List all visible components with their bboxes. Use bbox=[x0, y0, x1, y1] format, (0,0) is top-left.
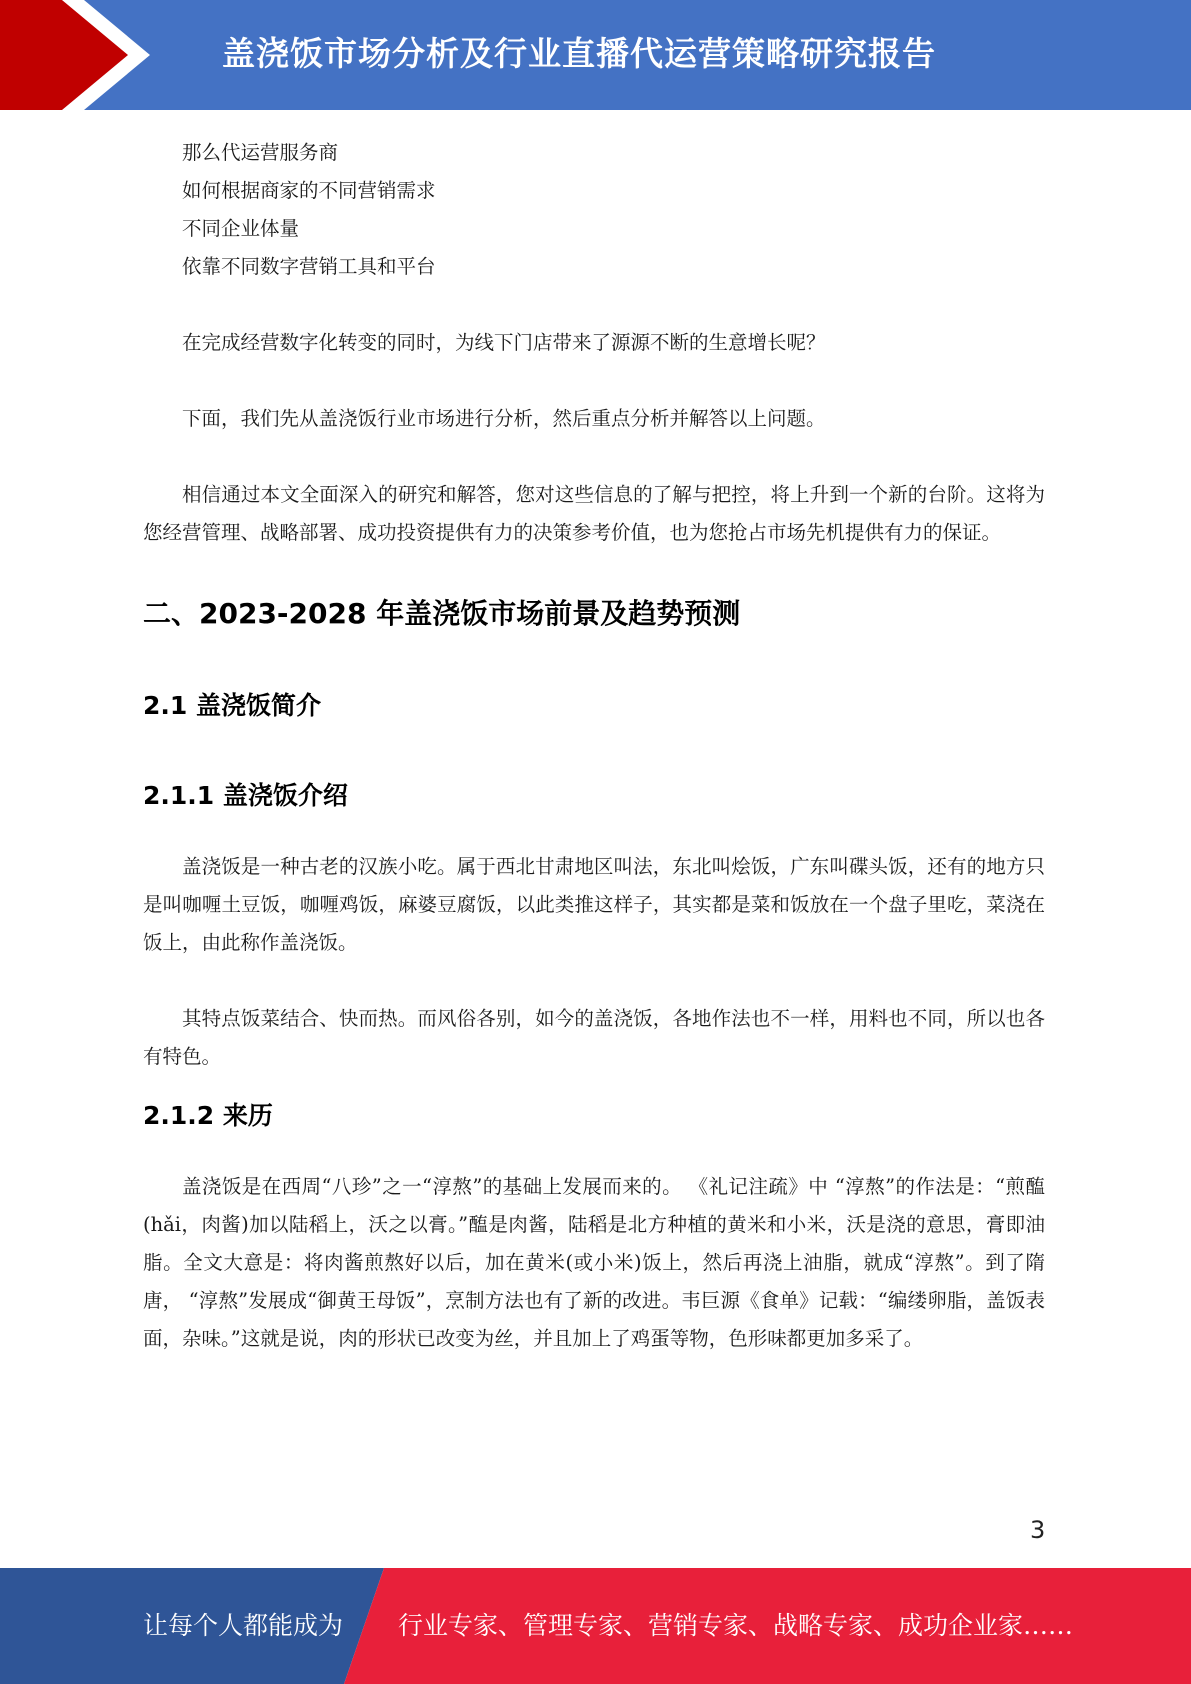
intro-line: 不同企业体量 bbox=[182, 217, 300, 240]
intro-paragraph: 相信通过本文全面深入的研究和解答，您对这些信息的了解与把控，将上升到一个新的台阶。这将为您经营管理、战略部署、成功投资提供有力的决策参考价值，也为您抢占市场先机提供有力的保证。 bbox=[143, 483, 1045, 544]
report-title: 盖浇饭市场分析及行业直播代运营策略研究报告 bbox=[222, 34, 936, 73]
subsubsection-heading: 2.1.2 来历 bbox=[143, 1101, 273, 1130]
intro-paragraph: 在完成经营数字化转变的同时，为线下门店带来了源源不断的生意增长呢？ bbox=[182, 331, 826, 354]
body-paragraph: 盖浇饭是在西周“八珍”之一“淳熬”的基础上发展而来的。 《礼记注疏》中 “淳熬”的作法是：“煎醢(hǎi，肉酱)加以陆稻上，沃之以膏。”醢是肉酱，陆稻是北方种植的黄米和小米，沃是浇的意思，膏即油脂。全文大意是：将肉酱煎熬好以后，加在黄米(或小米)饭上，然后再浇上油脂，就成“淳熬”。到了隋唐， “淳熬”发展成“御黄王母饭”，烹制方法也有了新的改进。韦巨源《食单》记载：“编缕卵脂，盖饭表面，杂味。”这就是说，肉的形状已改变为丝，并且加上了鸡蛋等物，色形味都更加多采了。 bbox=[143, 1175, 1045, 1350]
body-paragraph: 盖浇饭是一种古老的汉族小吃。属于西北甘肃地区叫法，东北叫烩饭，广东叫碟头饭，还有的地方只是叫咖喱土豆饭，咖喱鸡饭，麻婆豆腐饭，以此类推这样子，其实都是菜和饭放在一个盘子里吃，菜浇在饭上，由此称作盖浇饭。 bbox=[143, 855, 1045, 954]
intro-line: 那么代运营服务商 bbox=[182, 141, 339, 164]
intro-line: 依靠不同数字营销工具和平台 bbox=[182, 255, 436, 278]
section-heading: 二、2023-2028 年盖浇饭市场前景及趋势预测 bbox=[143, 597, 741, 630]
body-paragraph: 其特点饭菜结合、快而热。而风俗各别，如今的盖浇饭，各地作法也不一样，用料也不同，所以也各有特色。 bbox=[143, 1007, 1045, 1068]
intro-paragraph: 下面，我们先从盖浇饭行业市场进行分析，然后重点分析并解答以上问题。 bbox=[182, 407, 826, 430]
page-content bbox=[143, 134, 1045, 1358]
footer-slogan-left: 让每个人都能成为 bbox=[143, 1611, 344, 1640]
subsection-heading: 2.1 盖浇饭简介 bbox=[143, 691, 321, 720]
footer-slogan-right: 行业专家、管理专家、营销专家、战略专家、成功企业家…… bbox=[398, 1611, 1074, 1640]
page-footer bbox=[0, 1568, 1191, 1684]
intro-line: 如何根据商家的不同营销需求 bbox=[182, 179, 436, 202]
page-number: 3 bbox=[1030, 1516, 1046, 1544]
page-header bbox=[0, 0, 1191, 110]
subsubsection-heading: 2.1.1 盖浇饭介绍 bbox=[143, 781, 348, 810]
